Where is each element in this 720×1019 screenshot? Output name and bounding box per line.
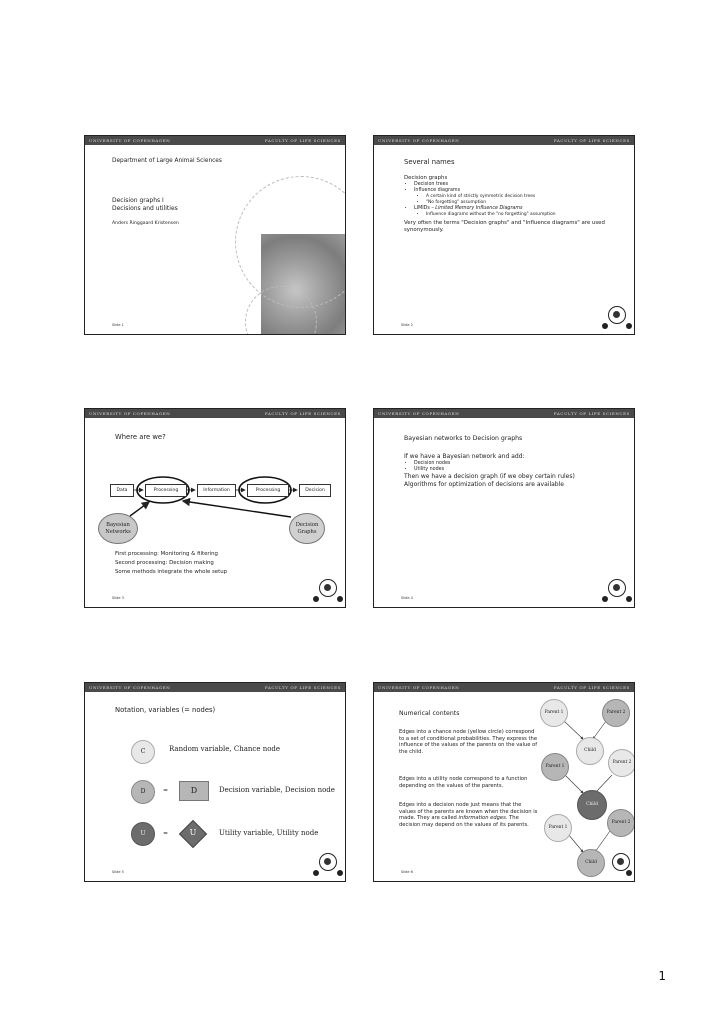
university-name: UNIVERSITY OF COPENHAGEN [89, 138, 171, 143]
slide-title: Bayesian networks to Decision graphs [404, 435, 523, 442]
utility-node-description: Utility variable, Utility node [219, 829, 319, 837]
body-line: Some methods integrate the whole setup [115, 569, 228, 575]
utility-edge-paragraph: Edges into a utility node correspond to a function depending on the values of the parents. [399, 776, 528, 789]
child-decision-node: Child [577, 849, 605, 877]
bullet-item: • Influence diagrams [414, 188, 624, 194]
decision-node-circle-symbol: D [131, 780, 155, 804]
chance-edge-paragraph: Edges into a chance node (yellow circle) correspond to a set of conditional probabilities. They express the influence of the values of the parents on the value of the child. [399, 729, 538, 755]
lecture-subtitle: Decisions and utilities [112, 205, 178, 212]
bullet-list [404, 461, 624, 473]
bullet-list [404, 182, 624, 194]
parent-1-node: Parent 1 [540, 699, 568, 727]
body-line: First processing: Monitoring & filtering [115, 551, 218, 557]
university-seal-icon [319, 853, 337, 871]
information-edges-term: information edges [458, 815, 506, 822]
decision-node-description: Decision variable, Decision node [219, 786, 335, 794]
university-seal-icon [608, 579, 626, 597]
decision-edge-text-end: . The decision may depend on the values of its parents. [399, 815, 529, 828]
slide-body [404, 453, 624, 489]
parent-2-node: Parent 2 [608, 749, 635, 777]
slide-title: Numerical contents [399, 710, 460, 717]
body-line: Then we have a decision graph (if we obey certain rules) [404, 473, 575, 481]
bullet-item: • Utility nodes [414, 467, 624, 473]
slide-4 [373, 408, 635, 608]
equals-sign: = [163, 787, 169, 794]
bullet-dot-icon [337, 596, 343, 602]
limids-label: LIMIDs – [414, 206, 436, 211]
faculty-name: FACULTY OF LIFE SCIENCES [264, 138, 341, 143]
slide-title: Notation, variables (= nodes) [115, 706, 216, 714]
body-line: If we have a Bayesian network and add: [404, 453, 525, 460]
slide-header [374, 409, 634, 418]
bayesian-networks-node: Bayesian Networks [98, 513, 138, 544]
sub-bullet-item: • Influence diagrams without the "no forgetting" assumption [426, 212, 624, 218]
university-seal-icon [608, 306, 626, 324]
chance-node-description: Random variable, Chance node [169, 745, 281, 753]
bullet-dot-icon [337, 870, 343, 876]
flow-box-processing: Processing [145, 484, 187, 497]
slide-2 [373, 135, 635, 335]
slide-number: Slide 4 [401, 596, 413, 600]
university-seal-icon [612, 853, 630, 871]
body-line: Second processing: Decision making [115, 560, 214, 566]
child-chance-node: Child [576, 737, 604, 765]
utility-diamond-label: U [189, 828, 197, 837]
body-line: Decision graphs [404, 175, 448, 181]
university-name: UNIVERSITY OF COPENHAGEN [378, 685, 460, 690]
decision-node-rectangle-symbol: D [179, 781, 209, 801]
faculty-name: FACULTY OF LIFE SCIENCES [264, 685, 341, 690]
decision-edge-text: Edges into a decision node just means that the values of the parents are known when the decision is made. They are called [399, 802, 538, 822]
slide-number: Slide 3 [112, 596, 124, 600]
university-name: UNIVERSITY OF COPENHAGEN [89, 685, 171, 690]
bullet-dot-icon [626, 323, 632, 329]
slide-number: Slide 1 [112, 323, 124, 327]
equals-sign: = [163, 830, 169, 837]
bullet-dot-icon [602, 596, 608, 602]
sub-bullet-list [404, 194, 624, 206]
university-seal-icon [319, 579, 337, 597]
process-diagram-arrows [85, 409, 346, 608]
slide-number: Slide 6 [401, 870, 413, 874]
university-name: UNIVERSITY OF COPENHAGEN [89, 411, 171, 416]
decision-graphs-node: Decision Graphs [289, 513, 325, 544]
flow-box-data: Data [110, 484, 134, 497]
bullet-dot-icon [626, 870, 632, 876]
utility-node-circle-symbol: U [131, 822, 155, 846]
slide-header [85, 683, 345, 692]
sub-bullet-list [404, 212, 624, 218]
university-name: UNIVERSITY OF COPENHAGEN [378, 138, 460, 143]
slide-6 [373, 682, 635, 882]
bullet-dot-icon [313, 870, 319, 876]
page-number: 1 [658, 969, 666, 983]
slide-body [404, 175, 624, 234]
slide-5 [84, 682, 346, 882]
sub-bullet-item: • "No forgetting" assumption [426, 200, 624, 206]
slide-1 [84, 135, 346, 335]
slide-number: Slide 5 [112, 870, 124, 874]
slide-3 [84, 408, 346, 608]
child-utility-node: Child [577, 790, 607, 820]
faculty-name: FACULTY OF LIFE SCIENCES [553, 685, 630, 690]
slide-header [85, 136, 345, 145]
university-name: UNIVERSITY OF COPENHAGEN [378, 411, 460, 416]
bullet-dot-icon [626, 596, 632, 602]
body-line: Algorithms for optimization of decisions are available [404, 481, 564, 489]
department-title: Department of Large Animal Sciences [112, 158, 222, 164]
slide-title: Several names [404, 158, 455, 166]
parent-1-node: Parent 1 [544, 814, 572, 842]
bullet-item: • Decision trees [414, 182, 624, 188]
faculty-name: FACULTY OF LIFE SCIENCES [553, 411, 630, 416]
sub-bullet-item: • A certain kind of strictly symmetric decision trees [426, 194, 624, 200]
flow-box-information: Information [197, 484, 236, 497]
flow-box-decision: Decision [299, 484, 331, 497]
limids-expansion: Limited Memory Influence Diagrams [435, 206, 523, 211]
bullet-dot-icon [602, 323, 608, 329]
parent-2-node: Parent 2 [602, 699, 630, 727]
body-line: Very often the terms "Decision graphs" and "Influence diagrams" are used synonymously. [404, 220, 605, 233]
flow-box-processing: Processing [247, 484, 289, 497]
parent-2-node: Parent 2 [607, 809, 635, 837]
bullet-item: • Decision nodes [414, 461, 624, 467]
author-name: Anders Ringgaard Kristensen [112, 221, 179, 226]
faculty-name: FACULTY OF LIFE SCIENCES [553, 138, 630, 143]
chance-node-symbol: C [131, 740, 155, 764]
bullet-dot-icon [313, 596, 319, 602]
faculty-name: FACULTY OF LIFE SCIENCES [264, 411, 341, 416]
slide-header [374, 136, 634, 145]
slide-number: Slide 2 [401, 323, 413, 327]
lecture-title: Decision graphs I [112, 197, 164, 204]
parent-1-node: Parent 1 [541, 753, 569, 781]
slide-title: Where are we? [115, 433, 166, 441]
